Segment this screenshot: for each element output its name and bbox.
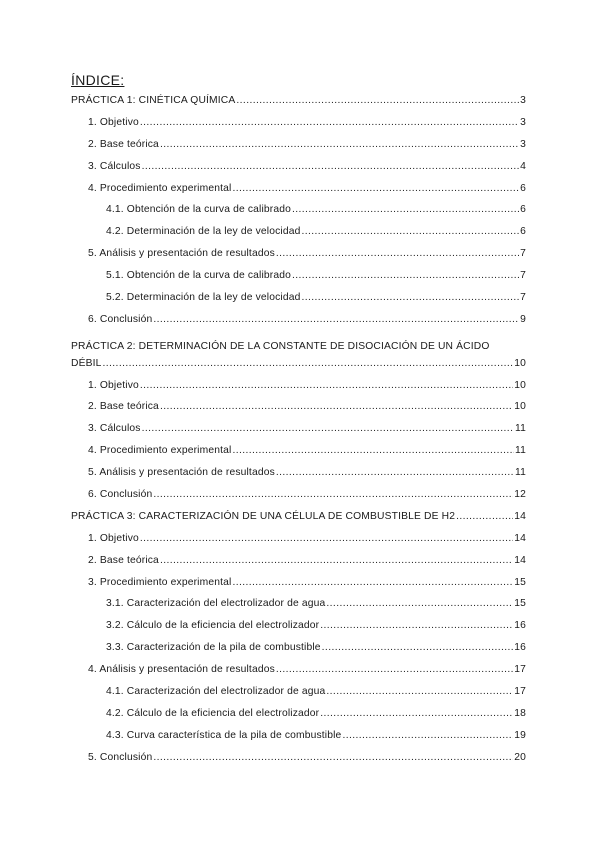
toc-entry-label: 4. Procedimiento experimental bbox=[88, 445, 232, 457]
dot-leader bbox=[276, 664, 513, 676]
toc-entry-practica-3[interactable] bbox=[71, 511, 526, 533]
dot-leader bbox=[160, 555, 513, 567]
toc-entry-label: 3.1. Caracterización del electrolizador de agua bbox=[106, 598, 326, 610]
toc-page-number: 11 bbox=[515, 467, 526, 479]
toc-entry-label: 4.2. Cálculo de la eficiencia del electrolizador bbox=[106, 707, 320, 719]
dot-leader bbox=[276, 248, 519, 260]
toc-entry-label: 3. Procedimiento experimental bbox=[88, 576, 232, 588]
toc-entry-label: 2. Base teórica bbox=[88, 138, 159, 150]
toc-page-number: 7 bbox=[520, 292, 526, 304]
toc-entry-label: 1. Objetivo bbox=[88, 116, 139, 128]
toc-entry-practica-2-line1[interactable]: PRÁCTICA 2: DETERMINACIÓN DE LA CONSTANTE DE DISOCIACIÓN DE UN ÁCIDO bbox=[71, 340, 490, 352]
toc-entry-label: 4. Procedimiento experimental bbox=[88, 182, 232, 194]
toc-page-number: 14 bbox=[514, 554, 526, 566]
toc-entry-label: 1. Objetivo bbox=[88, 379, 139, 391]
dot-leader bbox=[160, 401, 513, 413]
toc-subentry[interactable] bbox=[106, 686, 526, 708]
toc-entry[interactable] bbox=[88, 314, 526, 336]
dot-leader bbox=[326, 598, 513, 610]
toc-entry-label: 3. Cálculos bbox=[88, 423, 141, 435]
toc-subentry[interactable] bbox=[106, 226, 526, 248]
toc-entry-label: 3.2. Cálculo de la eficiencia del electrolizador bbox=[106, 620, 320, 632]
table-of-contents bbox=[0, 95, 600, 774]
toc-entry[interactable] bbox=[88, 533, 526, 555]
dot-leader bbox=[456, 511, 513, 523]
dot-leader bbox=[153, 752, 513, 764]
toc-subentry[interactable] bbox=[106, 642, 526, 664]
toc-entry-label: 5. Análisis y presentación de resultados bbox=[88, 248, 275, 260]
toc-page-number: 6 bbox=[520, 204, 526, 216]
toc-subentry[interactable] bbox=[106, 708, 526, 730]
dot-leader bbox=[153, 314, 519, 326]
toc-subentry[interactable] bbox=[106, 730, 526, 752]
toc-entry-practica-1[interactable] bbox=[71, 95, 526, 117]
toc-page-number: 4 bbox=[520, 160, 526, 172]
toc-entry[interactable] bbox=[88, 423, 526, 445]
toc-page-number: 18 bbox=[514, 707, 526, 719]
toc-subentry[interactable] bbox=[106, 204, 526, 226]
dot-leader bbox=[232, 183, 519, 195]
toc-entry-label: 3. Cálculos bbox=[88, 160, 141, 172]
dot-leader bbox=[232, 445, 514, 457]
toc-entry-label: 4.1. Caracterización del electrolizador de agua bbox=[106, 686, 326, 698]
toc-subentry[interactable] bbox=[106, 292, 526, 314]
dot-leader bbox=[140, 533, 513, 545]
toc-entry-label: 5.2. Determinación de la ley de velocidad bbox=[106, 292, 301, 304]
dot-leader bbox=[301, 226, 519, 238]
toc-page-number: 15 bbox=[514, 576, 526, 588]
index-title: ÍNDICE: bbox=[71, 72, 125, 88]
toc-subentry[interactable] bbox=[106, 270, 526, 292]
toc-entry-label: 6. Conclusión bbox=[88, 313, 153, 325]
toc-entry-label: 5.1. Obtención de la curva de calibrado bbox=[106, 270, 292, 282]
toc-entry[interactable] bbox=[88, 489, 526, 511]
toc-page-number: 14 bbox=[514, 532, 526, 544]
toc-entry-label: 3.3. Caracterización de la pila de combustible bbox=[106, 642, 321, 654]
toc-entry-label: 2. Base teórica bbox=[88, 401, 159, 413]
toc-subentry[interactable] bbox=[106, 620, 526, 642]
toc-entry[interactable] bbox=[88, 467, 526, 489]
toc-page-number: 9 bbox=[520, 313, 526, 325]
toc-page-number: 17 bbox=[514, 686, 526, 698]
dot-leader bbox=[140, 117, 519, 129]
toc-page-number: 3 bbox=[520, 116, 526, 128]
toc-entry[interactable] bbox=[88, 139, 526, 161]
toc-entry-label: 6. Conclusión bbox=[88, 489, 153, 501]
dot-leader bbox=[153, 489, 513, 501]
toc-page-number: 10 bbox=[514, 357, 526, 369]
toc-entry[interactable] bbox=[88, 577, 526, 599]
dot-leader bbox=[236, 95, 519, 107]
toc-page-number: 3 bbox=[520, 138, 526, 150]
toc-entry[interactable] bbox=[88, 445, 526, 467]
toc-entry-label: 4.2. Determinación de la ley de velocidad bbox=[106, 226, 301, 238]
toc-page-number: 3 bbox=[520, 95, 526, 106]
dot-leader bbox=[320, 708, 513, 720]
toc-page-number: 7 bbox=[520, 270, 526, 282]
toc-page-number: 12 bbox=[514, 489, 526, 501]
toc-subentry[interactable] bbox=[106, 598, 526, 620]
toc-entry-label: PRÁCTICA 1: CINÉTICA QUÍMICA bbox=[71, 95, 236, 106]
dot-leader bbox=[326, 686, 513, 698]
toc-entry[interactable] bbox=[88, 555, 526, 577]
toc-page-number: 19 bbox=[514, 729, 526, 741]
toc-page-number: 11 bbox=[515, 445, 526, 457]
toc-page-number: 11 bbox=[515, 423, 526, 435]
toc-page-number: 10 bbox=[514, 401, 526, 413]
dot-leader bbox=[160, 139, 519, 151]
toc-page-number: 7 bbox=[520, 248, 526, 260]
dot-leader bbox=[292, 204, 519, 216]
toc-page-number: 15 bbox=[514, 598, 526, 610]
toc-entry-label: 5. Análisis y presentación de resultados bbox=[88, 467, 275, 479]
dot-leader bbox=[292, 270, 519, 282]
toc-entry-label: PRÁCTICA 3: CARACTERIZACIÓN DE UNA CÉLULA DE COMBUSTIBLE DE H2 bbox=[71, 510, 456, 522]
dot-leader bbox=[342, 730, 513, 742]
toc-entry[interactable] bbox=[88, 401, 526, 423]
toc-entry[interactable] bbox=[88, 183, 526, 205]
toc-page-number: 17 bbox=[514, 664, 526, 676]
toc-page-number: 6 bbox=[520, 226, 526, 238]
dot-leader bbox=[322, 642, 514, 654]
toc-entry[interactable] bbox=[88, 752, 526, 774]
toc-entry[interactable] bbox=[88, 664, 526, 686]
dot-leader bbox=[320, 620, 513, 632]
dot-leader bbox=[140, 380, 513, 392]
toc-entry[interactable] bbox=[88, 380, 526, 402]
toc-entry[interactable] bbox=[88, 117, 526, 139]
toc-entry-label: 4. Análisis y presentación de resultados bbox=[88, 664, 275, 676]
toc-entry-label: 5. Conclusión bbox=[88, 751, 153, 763]
toc-entry-label: 4.1. Obtención de la curva de calibrado bbox=[106, 204, 292, 216]
toc-entry-label: 4.3. Curva característica de la pila de combustible bbox=[106, 729, 342, 741]
toc-entry-label: 1. Objetivo bbox=[88, 532, 139, 544]
toc-entry[interactable] bbox=[88, 248, 526, 270]
toc-entry-label: 2. Base teórica bbox=[88, 554, 159, 566]
dot-leader bbox=[301, 292, 519, 304]
toc-page-number: 16 bbox=[514, 620, 526, 632]
toc-entry-label: DÉBIL bbox=[71, 357, 102, 369]
toc-entry[interactable] bbox=[88, 161, 526, 183]
toc-page-number: 10 bbox=[514, 379, 526, 391]
toc-page-number: 20 bbox=[514, 751, 526, 763]
dot-leader bbox=[142, 161, 520, 173]
dot-leader bbox=[142, 423, 514, 435]
toc-page-number: 6 bbox=[520, 182, 526, 194]
toc-page-number: 14 bbox=[514, 510, 526, 522]
dot-leader bbox=[276, 467, 514, 479]
dot-leader bbox=[232, 577, 513, 589]
dot-leader bbox=[103, 358, 514, 370]
toc-page-number: 16 bbox=[514, 642, 526, 654]
toc-entry-practica-2[interactable] bbox=[71, 358, 526, 380]
